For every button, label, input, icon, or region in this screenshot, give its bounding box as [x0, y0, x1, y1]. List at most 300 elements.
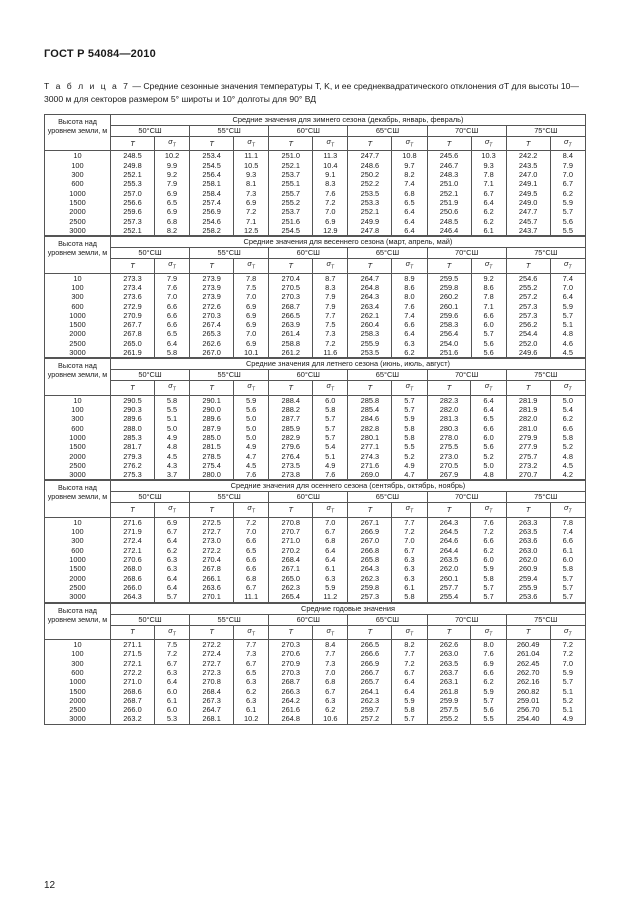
col-T-header: T — [190, 503, 234, 517]
table-caption — [44, 80, 589, 105]
sigma-cell: 7.0 — [313, 517, 348, 527]
sigma-cell: 5.9 — [550, 668, 585, 677]
temperature-cell: 259.8 — [427, 283, 471, 292]
sigma-cell: 5.2 — [471, 452, 506, 461]
sigma-cell: 5.2 — [550, 696, 585, 705]
temperature-cell: 249.5 — [506, 189, 550, 198]
sigma-cell: 5.7 — [313, 433, 348, 442]
temperature-cell: 273.6 — [110, 292, 154, 301]
table-row — [45, 696, 586, 705]
temperature-cell: 270.7 — [506, 470, 550, 480]
sigma-cell: 6.1 — [313, 564, 348, 573]
sigma-cell: 5.9 — [471, 564, 506, 573]
sigma-cell: 6.0 — [313, 395, 348, 405]
sigma-cell: 11.1 — [234, 151, 269, 161]
temperature-cell: 261.8 — [427, 687, 471, 696]
sigma-cell: 6.9 — [154, 207, 189, 216]
temperature-cell: 270.6 — [269, 649, 313, 658]
temperature-cell: 282.0 — [427, 405, 471, 414]
col-sigma-header: $\sigma_T$ — [471, 381, 506, 395]
temperature-cell: 259.6 — [427, 311, 471, 320]
temperature-cell: 258.2 — [190, 226, 234, 236]
temperature-cell: 262.1 — [348, 311, 392, 320]
col-T-header: T — [348, 381, 392, 395]
sigma-cell: 6.7 — [234, 583, 269, 592]
temperature-cell: 263.6 — [190, 583, 234, 592]
sigma-cell: 5.5 — [392, 442, 427, 451]
temperature-cell: 264.8 — [269, 714, 313, 724]
temperature-cell: 264.3 — [427, 517, 471, 527]
sigma-cell: 5.5 — [154, 405, 189, 414]
temperature-cell: 270.3 — [269, 640, 313, 650]
sigma-cell: 5.0 — [154, 424, 189, 433]
sigma-cell: 6.3 — [392, 574, 427, 583]
season-title: Средние значения для весеннего сезона (март, апрель, май) — [110, 237, 585, 248]
table-row — [45, 555, 586, 564]
sigma-cell: 5.7 — [154, 592, 189, 602]
sigma-cell: 6.4 — [154, 677, 189, 686]
temperature-cell: 272.2 — [190, 640, 234, 650]
col-sigma-header: $\sigma_T$ — [471, 259, 506, 273]
sigma-cell: 6.8 — [234, 574, 269, 583]
col-sigma-header: $\sigma_T$ — [154, 137, 189, 151]
temperature-cell: 263.6 — [506, 536, 550, 545]
sigma-cell: 6.5 — [234, 668, 269, 677]
temperature-cell: 270.4 — [269, 273, 313, 283]
sigma-cell: 6.3 — [154, 555, 189, 564]
temperature-cell: 268.1 — [190, 714, 234, 724]
temperature-cell: 272.2 — [190, 546, 234, 555]
sigma-cell: 6.6 — [471, 311, 506, 320]
temperature-cell: 274.3 — [348, 452, 392, 461]
table-row — [45, 527, 586, 536]
col-sigma-header: $\sigma_T$ — [550, 503, 585, 517]
height-cell: 300 — [45, 659, 111, 668]
col-T-header: T — [269, 381, 313, 395]
sigma-cell: 4.7 — [234, 452, 269, 461]
season-title: Средние значения для осеннего сезона (сентябрь, октябрь, ноябрь) — [110, 481, 585, 492]
latitude-header: 70°СШ — [427, 614, 506, 625]
sigma-cell: 6.9 — [313, 217, 348, 226]
temperature-cell: 258.3 — [348, 329, 392, 338]
table-row — [45, 640, 586, 650]
col-sigma-header: $\sigma_T$ — [234, 259, 269, 273]
temperature-cell: 266.0 — [110, 583, 154, 592]
col-T-header: T — [427, 625, 471, 639]
sigma-cell: 6.7 — [550, 179, 585, 188]
sigma-cell: 5.8 — [154, 395, 189, 405]
latitude-header: 60°СШ — [269, 248, 348, 259]
sigma-cell: 6.3 — [392, 564, 427, 573]
sigma-cell: 8.2 — [392, 640, 427, 650]
temperature-cell: 265.8 — [348, 555, 392, 564]
temperature-cell: 261.2 — [269, 348, 313, 358]
latitude-header: 60°СШ — [269, 370, 348, 381]
temperature-cell: 268.4 — [269, 555, 313, 564]
temperature-cell: 256.2 — [506, 320, 550, 329]
temperature-cell: 269.0 — [348, 470, 392, 480]
temperature-cell: 268.7 — [269, 302, 313, 311]
sigma-cell: 7.4 — [392, 179, 427, 188]
temperature-cell: 260.49 — [506, 640, 550, 650]
sigma-cell: 6.2 — [154, 546, 189, 555]
temperature-cell: 259.7 — [348, 705, 392, 714]
temperature-cell: 255.7 — [269, 189, 313, 198]
sigma-cell: 5.3 — [154, 714, 189, 724]
temperature-cell: 290.0 — [190, 405, 234, 414]
temperature-cell: 255.2 — [427, 714, 471, 724]
height-cell: 100 — [45, 527, 111, 536]
temperature-cell: 271.5 — [110, 649, 154, 658]
sigma-cell: 9.2 — [471, 273, 506, 283]
temperature-cell: 282.9 — [269, 433, 313, 442]
temperature-cell: 263.1 — [427, 677, 471, 686]
col-sigma-header: $\sigma_T$ — [313, 625, 348, 639]
sigma-cell: 9.3 — [234, 170, 269, 179]
col-sigma-header: $\sigma_T$ — [550, 381, 585, 395]
sigma-cell: 6.2 — [471, 217, 506, 226]
temperature-cell: 253.4 — [190, 151, 234, 161]
sigma-cell: 8.2 — [392, 170, 427, 179]
col-sigma-header: $\sigma_T$ — [471, 137, 506, 151]
temperature-cell: 262.3 — [269, 583, 313, 592]
sigma-cell: 6.0 — [154, 687, 189, 696]
col-T-header: T — [269, 259, 313, 273]
temperature-cell: 271.0 — [269, 536, 313, 545]
sigma-cell: 9.9 — [154, 161, 189, 170]
temperature-cell: 264.8 — [348, 283, 392, 292]
sigma-cell: 10.2 — [234, 714, 269, 724]
sigma-cell: 7.3 — [234, 649, 269, 658]
temperature-cell: 252.1 — [110, 226, 154, 236]
sigma-cell: 6.6 — [234, 536, 269, 545]
temperature-cell: 273.9 — [190, 273, 234, 283]
sigma-cell: 10.6 — [313, 714, 348, 724]
temperature-cell: 246.4 — [427, 226, 471, 236]
temperature-cell: 272.1 — [110, 546, 154, 555]
sigma-cell: 5.0 — [471, 461, 506, 470]
temperature-cell: 266.7 — [348, 668, 392, 677]
col-sigma-header: $\sigma_T$ — [154, 381, 189, 395]
height-cell: 3000 — [45, 348, 111, 358]
table-row — [45, 574, 586, 583]
temperature-cell: 263.5 — [427, 659, 471, 668]
height-cell: 1500 — [45, 320, 111, 329]
height-cell: 1500 — [45, 564, 111, 573]
temperature-cell: 282.0 — [506, 414, 550, 423]
sigma-cell: 7.0 — [392, 536, 427, 545]
sigma-cell: 7.9 — [154, 179, 189, 188]
sigma-cell: 10.3 — [471, 151, 506, 161]
col-sigma-header: $\sigma_T$ — [313, 137, 348, 151]
temperature-cell: 243.7 — [506, 226, 550, 236]
sigma-cell: 5.9 — [471, 687, 506, 696]
temperature-cell: 282.8 — [348, 424, 392, 433]
sigma-cell: 6.1 — [392, 583, 427, 592]
sigma-cell: 6.6 — [154, 311, 189, 320]
temperature-cell: 288.4 — [269, 395, 313, 405]
temperature-cell: 259.9 — [427, 696, 471, 705]
temperature-cell: 248.5 — [110, 151, 154, 161]
temperature-cell: 275.7 — [506, 452, 550, 461]
temperature-cell: 257.3 — [506, 302, 550, 311]
table-row — [45, 283, 586, 292]
temperature-cell: 260.1 — [427, 574, 471, 583]
sigma-cell: 6.9 — [471, 659, 506, 668]
temperature-cell: 285.8 — [348, 395, 392, 405]
sigma-cell: 11.1 — [234, 592, 269, 602]
temperature-cell: 265.4 — [269, 592, 313, 602]
height-cell: 600 — [45, 179, 111, 188]
sigma-cell: 7.0 — [313, 668, 348, 677]
temperature-cell: 256.9 — [190, 207, 234, 216]
sigma-cell: 6.5 — [154, 329, 189, 338]
season-table — [44, 236, 586, 358]
sigma-cell: 7.7 — [313, 649, 348, 658]
col-T-header: T — [427, 259, 471, 273]
temperature-cell: 254.6 — [190, 217, 234, 226]
sigma-cell: 6.2 — [392, 348, 427, 358]
sigma-cell: 7.0 — [154, 292, 189, 301]
table-row — [45, 395, 586, 405]
temperature-cell: 263.0 — [506, 546, 550, 555]
temperature-cell: 272.1 — [110, 659, 154, 668]
temperature-cell: 273.9 — [190, 283, 234, 292]
table-row — [45, 536, 586, 545]
sigma-cell: 5.6 — [471, 348, 506, 358]
sigma-cell: 7.6 — [313, 470, 348, 480]
temperature-cell: 243.5 — [506, 161, 550, 170]
temperature-cell: 273.9 — [190, 292, 234, 301]
temperature-cell: 266.0 — [110, 705, 154, 714]
sigma-cell: 5.7 — [550, 583, 585, 592]
height-cell: 600 — [45, 668, 111, 677]
latitude-header: 70°СШ — [427, 370, 506, 381]
sigma-cell: 7.2 — [392, 527, 427, 536]
sigma-cell: 6.4 — [154, 574, 189, 583]
sigma-cell: 5.0 — [234, 414, 269, 423]
temperature-cell: 254.6 — [506, 273, 550, 283]
temperature-cell: 266.9 — [348, 527, 392, 536]
sigma-cell: 5.7 — [392, 405, 427, 414]
sigma-cell: 5.6 — [550, 217, 585, 226]
temperature-cell: 263.5 — [427, 555, 471, 564]
temperature-cell: 264.2 — [269, 696, 313, 705]
col-T-header: T — [190, 381, 234, 395]
height-cell: 300 — [45, 414, 111, 423]
sigma-cell: 7.1 — [234, 217, 269, 226]
sigma-cell: 6.4 — [313, 546, 348, 555]
height-cell: 300 — [45, 170, 111, 179]
temperature-cell: 267.3 — [190, 696, 234, 705]
col-T-header: T — [506, 259, 550, 273]
temperature-cell: 249.9 — [348, 217, 392, 226]
temperature-cell: 253.6 — [506, 592, 550, 602]
temperature-cell: 253.3 — [348, 198, 392, 207]
temperature-cell: 287.7 — [269, 414, 313, 423]
table-row — [45, 677, 586, 686]
sigma-cell: 5.7 — [550, 574, 585, 583]
temperature-cell: 258.8 — [269, 339, 313, 348]
latitude-header: 75°СШ — [506, 126, 585, 137]
temperature-cell: 259.01 — [506, 696, 550, 705]
sigma-cell: 6.4 — [392, 226, 427, 236]
latitude-header: 50°СШ — [110, 248, 189, 259]
temperature-cell: 263.3 — [506, 517, 550, 527]
temperature-cell: 282.3 — [427, 395, 471, 405]
temperature-cell: 270.1 — [190, 592, 234, 602]
sigma-cell: 4.5 — [154, 452, 189, 461]
temperature-cell: 266.9 — [348, 659, 392, 668]
sigma-cell: 7.8 — [471, 170, 506, 179]
temperature-cell: 270.8 — [269, 517, 313, 527]
season-table — [44, 358, 586, 480]
latitude-header: 55°СШ — [190, 492, 269, 503]
temperature-cell: 261.4 — [269, 329, 313, 338]
latitude-header: 60°СШ — [269, 614, 348, 625]
sigma-cell: 4.9 — [234, 442, 269, 451]
temperature-cell: 255.9 — [348, 339, 392, 348]
temperature-cell: 254.5 — [269, 226, 313, 236]
sigma-cell: 4.7 — [392, 470, 427, 480]
col-T-header: T — [269, 137, 313, 151]
sigma-cell: 5.7 — [471, 583, 506, 592]
temperature-cell: 256.4 — [427, 329, 471, 338]
temperature-cell: 272.5 — [190, 517, 234, 527]
sigma-cell: 5.9 — [550, 302, 585, 311]
sigma-cell: 4.5 — [550, 461, 585, 470]
temperature-cell: 268.6 — [110, 687, 154, 696]
temperature-cell: 264.3 — [110, 592, 154, 602]
temperature-cell: 255.4 — [427, 592, 471, 602]
temperature-cell: 267.0 — [348, 536, 392, 545]
sigma-cell: 6.6 — [471, 668, 506, 677]
col-sigma-header: $\sigma_T$ — [392, 381, 427, 395]
sigma-cell: 6.7 — [154, 527, 189, 536]
sigma-cell: 6.4 — [550, 292, 585, 301]
temperature-cell: 268.0 — [110, 564, 154, 573]
sigma-cell: 5.1 — [550, 687, 585, 696]
latitude-header: 65°СШ — [348, 614, 427, 625]
temperature-cell: 277.9 — [506, 442, 550, 451]
sigma-cell: 6.4 — [392, 329, 427, 338]
temperature-cell: 265.0 — [269, 574, 313, 583]
sigma-cell: 6.4 — [471, 395, 506, 405]
temperature-cell: 271.6 — [348, 461, 392, 470]
height-cell: 10 — [45, 640, 111, 650]
temperature-cell: 256.6 — [110, 198, 154, 207]
sigma-cell: 6.8 — [154, 217, 189, 226]
sigma-cell: 3.7 — [154, 470, 189, 480]
sigma-cell: 5.4 — [313, 442, 348, 451]
temperature-cell: 252.2 — [348, 179, 392, 188]
temperature-cell: 257.2 — [348, 714, 392, 724]
sigma-cell: 6.6 — [234, 555, 269, 564]
sigma-cell: 6.9 — [154, 189, 189, 198]
season-title: Средние значения для летнего сезона (июнь, июль, август) — [110, 359, 585, 370]
sigma-cell: 5.0 — [550, 395, 585, 405]
sigma-cell: 4.3 — [154, 461, 189, 470]
temperature-cell: 267.0 — [190, 348, 234, 358]
col-sigma-header: $\sigma_T$ — [154, 625, 189, 639]
height-cell: 1000 — [45, 189, 111, 198]
table-row — [45, 564, 586, 573]
sigma-cell: 7.7 — [234, 640, 269, 650]
col-sigma-header: $\sigma_T$ — [392, 137, 427, 151]
temperature-cell: 270.2 — [269, 546, 313, 555]
sigma-cell: 5.7 — [550, 311, 585, 320]
temperature-cell: 247.0 — [506, 170, 550, 179]
sigma-cell: 6.4 — [154, 583, 189, 592]
col-T-header: T — [506, 381, 550, 395]
sigma-cell: 5.7 — [471, 696, 506, 705]
temperature-cell: 251.0 — [269, 151, 313, 161]
sigma-cell: 7.2 — [234, 517, 269, 527]
sigma-cell: 6.4 — [392, 687, 427, 696]
sigma-cell: 6.2 — [471, 546, 506, 555]
temperature-cell: 285.0 — [190, 433, 234, 442]
height-cell: 10 — [45, 273, 111, 283]
sigma-cell: 6.7 — [234, 659, 269, 668]
sigma-cell: 6.7 — [313, 687, 348, 696]
temperature-cell: 267.9 — [427, 470, 471, 480]
temperature-cell: 260.82 — [506, 687, 550, 696]
sigma-cell: 6.5 — [471, 414, 506, 423]
col-T-header: T — [427, 137, 471, 151]
sigma-cell: 7.0 — [234, 329, 269, 338]
sigma-cell: 5.5 — [550, 226, 585, 236]
table-row — [45, 583, 586, 592]
temperature-cell: 272.9 — [110, 302, 154, 311]
sigma-cell: 6.4 — [392, 217, 427, 226]
sigma-cell: 8.6 — [471, 283, 506, 292]
table-row — [45, 461, 586, 470]
temperature-cell: 287.9 — [190, 424, 234, 433]
table-row — [45, 217, 586, 226]
latitude-header: 50°СШ — [110, 126, 189, 137]
sigma-cell: 4.9 — [550, 714, 585, 724]
document-header: ГОСТ Р 54084—2010 — [44, 48, 156, 60]
temperature-cell: 290.1 — [190, 395, 234, 405]
col-T-header: T — [348, 503, 392, 517]
table-row — [45, 320, 586, 329]
col-sigma-header: $\sigma_T$ — [154, 503, 189, 517]
height-cell: 2000 — [45, 696, 111, 705]
temperature-cell: 263.2 — [110, 714, 154, 724]
sigma-cell: 7.3 — [313, 659, 348, 668]
temperature-cell: 285.4 — [348, 405, 392, 414]
temperature-cell: 253.5 — [348, 348, 392, 358]
temperature-cell: 260.1 — [427, 302, 471, 311]
sigma-cell: 7.9 — [154, 273, 189, 283]
sigma-cell: 6.4 — [471, 405, 506, 414]
table-row — [45, 424, 586, 433]
temperature-cell: 288.2 — [269, 405, 313, 414]
sigma-cell: 6.3 — [234, 677, 269, 686]
temperature-cell: 278.0 — [427, 433, 471, 442]
sigma-cell: 6.0 — [154, 705, 189, 714]
sigma-cell: 7.4 — [550, 527, 585, 536]
sigma-cell: 7.2 — [550, 649, 585, 658]
sigma-cell: 5.7 — [550, 592, 585, 602]
temperature-cell: 273.2 — [506, 461, 550, 470]
temperature-cell: 259.4 — [506, 574, 550, 583]
sigma-cell: 7.1 — [471, 179, 506, 188]
table-row — [45, 659, 586, 668]
sigma-cell: 7.6 — [392, 302, 427, 311]
sigma-cell: 6.6 — [154, 320, 189, 329]
sigma-cell: 11.6 — [313, 348, 348, 358]
